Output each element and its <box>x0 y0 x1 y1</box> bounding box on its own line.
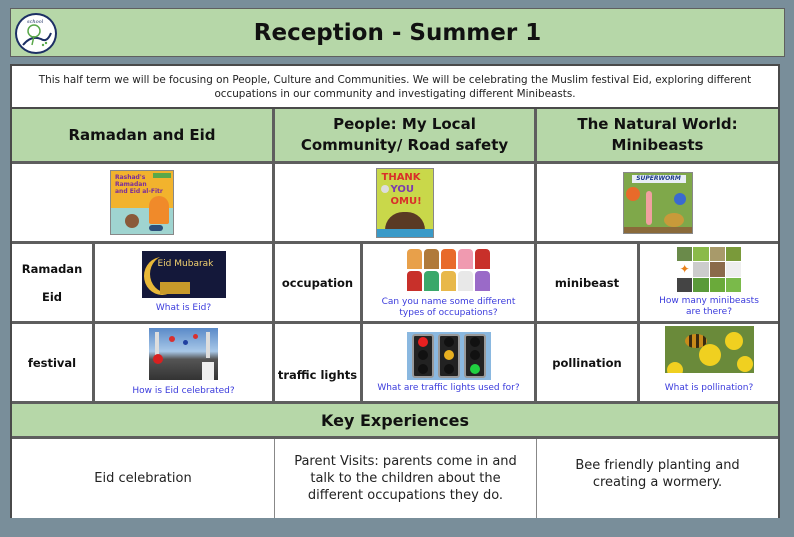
key-experience-parent-visits <box>275 439 537 518</box>
book-cell-ramadan <box>12 164 275 244</box>
vocab-word: festival <box>27 355 77 370</box>
key-experience-text: Parent Visits: parents come in and talk to the children about the different occupations they do. <box>294 454 517 503</box>
occupations-image <box>405 247 493 293</box>
link-how-is-eid-celebrated[interactable]: How is Eid celebrated? <box>132 386 235 396</box>
bee-pollination-image <box>665 326 754 373</box>
vocab-cell-occupation <box>275 244 363 324</box>
vocab-word: pollination <box>552 355 622 370</box>
topic-heading: The Natural World: Minibeasts <box>577 115 738 154</box>
school-logo-icon <box>15 13 57 54</box>
media-cell-eid-celebrated <box>95 324 275 404</box>
eid-celebration-image <box>149 328 218 380</box>
intro-text: This half term we will be focusing on People, Culture and Communities. We will be celebrating the Muslim festival Eid, exploring different occupations in our community and investigating different Minibeasts. <box>10 64 780 108</box>
vocab-word: Eid <box>41 289 63 304</box>
media-cell-what-is-eid <box>95 244 275 324</box>
topic-heading: People: My Local Community/ Road safety <box>300 115 509 154</box>
link-how-many-minibeasts[interactable]: How many minibeasts are there? <box>659 296 759 317</box>
key-experiences-heading: Key Experiences <box>321 410 469 430</box>
title-bar <box>10 8 785 57</box>
media-cell-occupations <box>363 244 537 324</box>
topic-header-community <box>275 109 537 164</box>
image-caption: Eid Mubarak <box>157 259 214 269</box>
curriculum-table <box>10 107 780 518</box>
link-traffic-lights[interactable]: What are traffic lights used for? <box>377 382 520 393</box>
key-experiences-header <box>12 404 778 439</box>
vocab-cell-pollination <box>537 324 640 404</box>
vocab-word: occupation <box>281 275 354 290</box>
key-experience-text: Eid celebration <box>94 471 192 486</box>
key-experience-text: Bee friendly planting and creating a wormery. <box>575 457 740 490</box>
vocab-word: Ramadan <box>21 261 83 276</box>
link-occupations[interactable]: Can you name some different types of occupations? <box>381 296 516 318</box>
link-what-is-pollination[interactable]: What is pollination? <box>664 383 754 393</box>
book-cover-thank-you-omu[interactable]: THANK YOU OMU! <box>376 168 434 238</box>
page-title: Reception - Summer 1 <box>253 19 542 46</box>
vocab-cell-minibeast <box>537 244 640 324</box>
key-experience-bee-planting <box>537 439 778 518</box>
link-what-is-eid[interactable]: What is Eid? <box>155 303 212 313</box>
vocab-cell-festival <box>12 324 95 404</box>
eid-mubarak-image <box>142 251 226 298</box>
key-experience-eid <box>12 439 275 518</box>
media-cell-pollination <box>640 324 778 404</box>
book-cover-rashads-ramadan[interactable]: Rashad's Ramadan and Eid al-Fitr <box>110 170 174 235</box>
traffic-lights-image <box>407 332 491 380</box>
media-cell-minibeasts <box>640 244 778 324</box>
vocab-cell-ramadan-eid <box>12 244 95 324</box>
topic-heading: Ramadan and Eid <box>68 125 216 144</box>
book-cell-community <box>275 164 537 244</box>
vocab-cell-traffic-lights <box>275 324 363 404</box>
book-cell-natural-world <box>537 164 778 244</box>
topic-header-natural-world <box>537 109 778 164</box>
vocab-word: minibeast <box>554 275 620 290</box>
book-cover-superworm[interactable]: SUPERWORM <box>623 172 693 234</box>
topic-header-ramadan <box>12 109 275 164</box>
media-cell-traffic-lights <box>363 324 537 404</box>
svg-text:school: school <box>27 19 44 25</box>
vocab-word: traffic lights <box>277 367 358 382</box>
minibeasts-image: ✦ <box>677 247 741 292</box>
